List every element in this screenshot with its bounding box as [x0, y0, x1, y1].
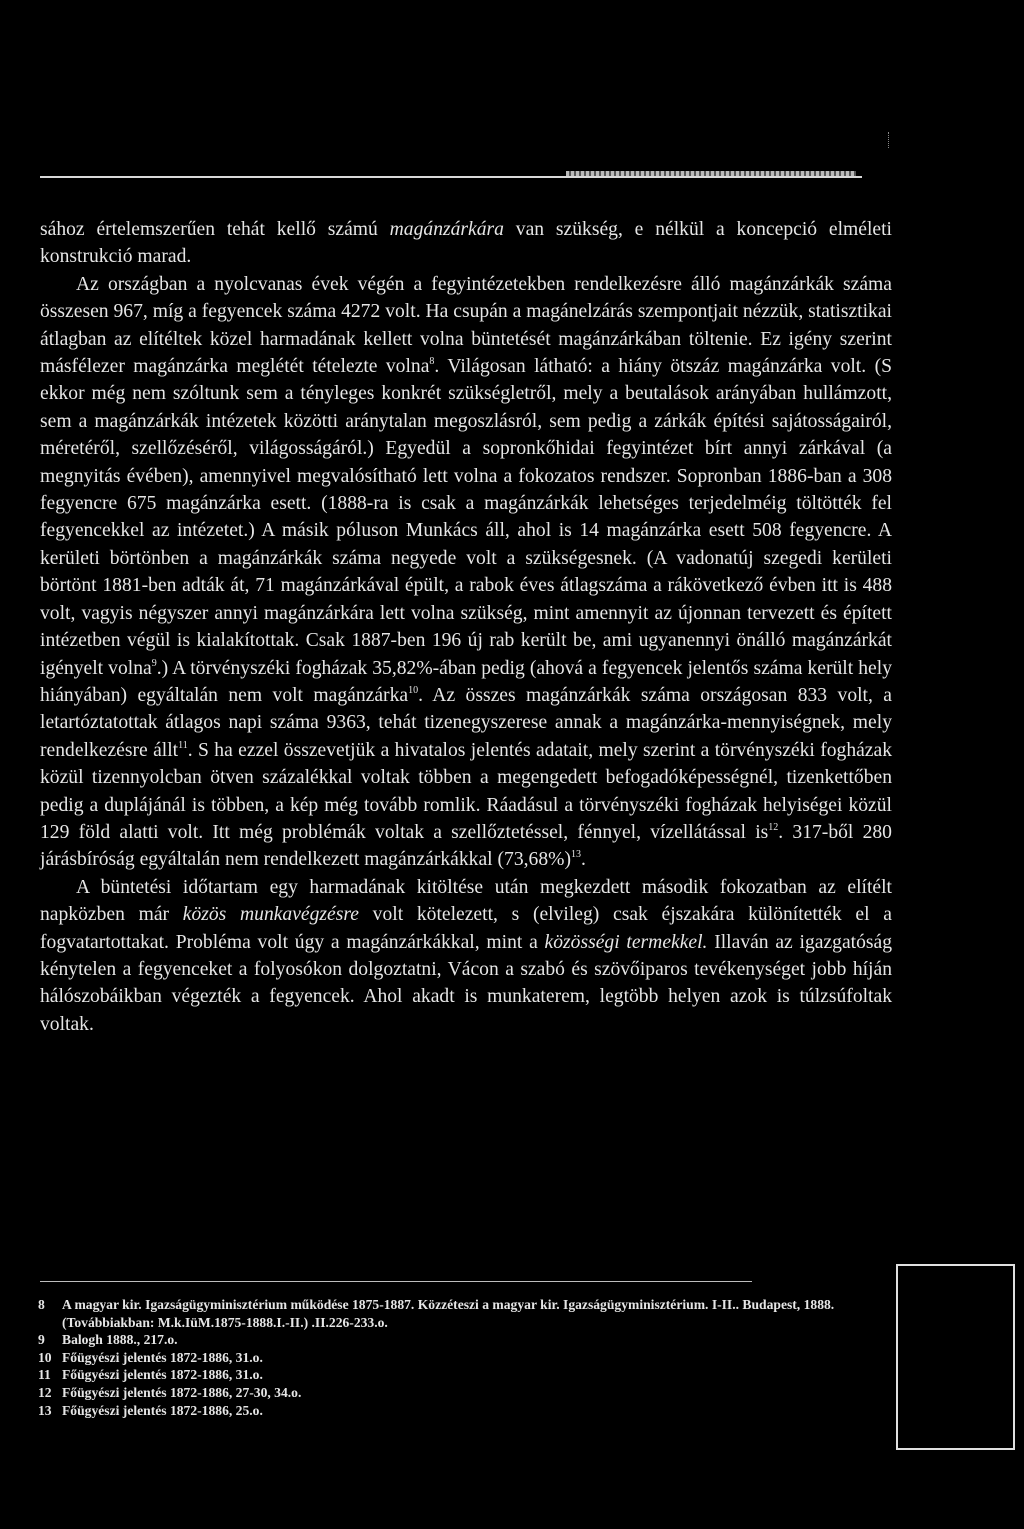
footnote-number: 8 [38, 1297, 45, 1312]
footnote-11 [38, 1366, 878, 1384]
footnote-ref-10: 10 [408, 684, 419, 696]
footnote-number: 10 [38, 1349, 52, 1365]
footnote-ref-8: 8 [429, 356, 435, 368]
footnote-ref-13: 13 [570, 849, 581, 861]
paragraph-2: Az országban a nyolcvanas évek végén a fegyintézetekben rendelkezésre álló magánzárkák száma összesen 967, míg a fegyencek száma 4272 volt. Ha csupán a magánelzárás szempontjait nézzük, statisztikai átlagban az elítéltek közel harmadának kellett volna büntetését magánzárkában töltenie. Ez igény szerint másfélezer magánzárka meglétét tételezte volna$^8$. Világosan látható: a hiány ötszáz magánzárka volt. (S ekkor még nem szóltunk sem a tényleges konkrét szükségletről, mely a beutalások arányában hullámzott, sem a magánzárkák intézetek közötti aránytalan megoszlásról, sem pedig a zárkák építési sajátosságairól, méretéről, szellőzéséről, világosságáról.) Egyedül a sopronkőhidai fegyintézet bírt annyi zárkával (a megnyitás évében), amennyivel megvalósítható lett volna a fokozatos rendszer. Sopronban 1886-ban a 308 fegyencre 675 magánzárka esett. (1888-ra is csak a magánzárkák lehetséges terjedelméig töltötték fel fegyencekkel az intézetet.) A másik póluson Munkács áll, ahol is 14 magánzárka esett 508 fegyencre. A kerületi börtönben a magánzárkák száma negyede volt a szükségesnek. (A vadonatúj szegedi kerületi börtönt 1881-ben adták át, 71 magánzárkával épült, a rabok éves átlagszáma a rákövetkező évben itt is 488 volt, vagyis négyszer annyi magánzárkára lett volna szükség, mint amennyit az újonnan tervezett és épített intézetben végül is kialakítottak. Csak 1887-ben 196 új rab került be, ami ugyanennyi önálló magánzárkát igényelt volna$^9$.) A törvényszéki fogházak 35,82%-ában pedig (ahová a fegyencek jelentős száma került hely hiányában) egyáltalán nem volt magánzárka$^{10}$. Az összes magánzárkák száma országosan 833 volt, a letartóztatottak átlagos napi száma 9363, tehát tizenegyszerese annak a magánzárka-mennyiségnek, mely rendelkezésre állt$^{11}$. S ha ezzel összevetjük a hivatalos jelentés adatait, mely szerint a törvényszéki fogházak közül tizennyolcban ötven százalékkal voltak többen a megengedett befogadóképességnél, tizenkettőben pedig a duplájánál is többen, a kép még tovább romlik. Ráadásul a törvényszéki fogházak helyiségei közül 129 föld alatti volt. Itt még problémák voltak a szellőztetéssel, fénnyel, vízellátással $is^{12}$. 317-ből 280 járásbíróság egyáltalán nem rendelkezett magánzárkákkal $(73,68\%)^{13}$. [40, 273, 893, 871]
footnote-ref-12: 12 [768, 821, 779, 833]
margin-tick [888, 132, 890, 148]
paragraph-1: sához értelemszerűen tehát kellő számú magánzárkára van szükség, e nélkül a koncepció elméleti konstrukció marad. [40, 219, 892, 268]
top-rule [40, 176, 862, 178]
footnotes [38, 1296, 878, 1419]
footnote-rule [40, 1281, 752, 1282]
footnote-text: Főügyészi jelentés 1872-1886, 31.o. [62, 1349, 263, 1365]
footnote-text: Balogh 1888., 217.o. [62, 1332, 178, 1348]
footnote-text: A magyar kir. Igazságügyminisztérium működése 1875-1887. Közzéteszi a magyar kir. Igazságügyminisztérium. I-II.. Budapest, 1888. (Továbbiakban: M.k.IüM.1875-1888.I.-II.) .II.226-233.o. [62, 1297, 835, 1330]
emphasis-magánzárkára: magánzárkára [389, 219, 504, 240]
emphasis-közösségi-termekkel: közösségi termekkel. [544, 931, 708, 953]
footnote-text: Főügyészi jelentés 1872-1886, 27-30, 34.o. [62, 1384, 302, 1400]
body-text [40, 216, 892, 1038]
footnote-ref-11: 11 [178, 739, 188, 751]
footnote-13 [38, 1402, 878, 1420]
paragraph-3: A büntetési időtartam egy harmadának kitöltése után megkezdett második fokozatban az elítélt napközben már közös munkavégzésre volt kötelezett, s (elvileg) csak éjszakára különítették el a fogvatartottakat. Probléma volt úgy a magánzárkákkal, mint a közösségi termekkel. Illaván az igazgatóság kénytelen a fegyenceket a folyosókon dolgoztatni, Vácon a szabó és szövőiparos tevékenységet jobb híján hálószobáikban végezték a fegyencek. Ahol akadt is munkaterem, legtöbb helyen azok is túlzsúfoltak voltak. [40, 876, 892, 1035]
emphasis-közös-munkavégzésre: közös munkavégzésre [182, 904, 359, 926]
footnote-12 [38, 1384, 878, 1402]
footnote-10 [38, 1349, 878, 1367]
footnote-number: 12 [38, 1384, 52, 1400]
footnote-8 [38, 1296, 878, 1331]
footnote-text: Főügyészi jelentés 1872-1886, 25.o. [62, 1402, 263, 1418]
margin-box [896, 1264, 1015, 1450]
footnote-ref-9: 9 [151, 657, 157, 669]
footnote-number: 9 [38, 1332, 45, 1348]
footnote-number: 11 [38, 1367, 51, 1383]
footnote-9 [38, 1331, 878, 1349]
footnote-number: 13 [38, 1402, 52, 1418]
footnote-text: Főügyészi jelentés 1872-1886, 31.o. [62, 1367, 263, 1383]
